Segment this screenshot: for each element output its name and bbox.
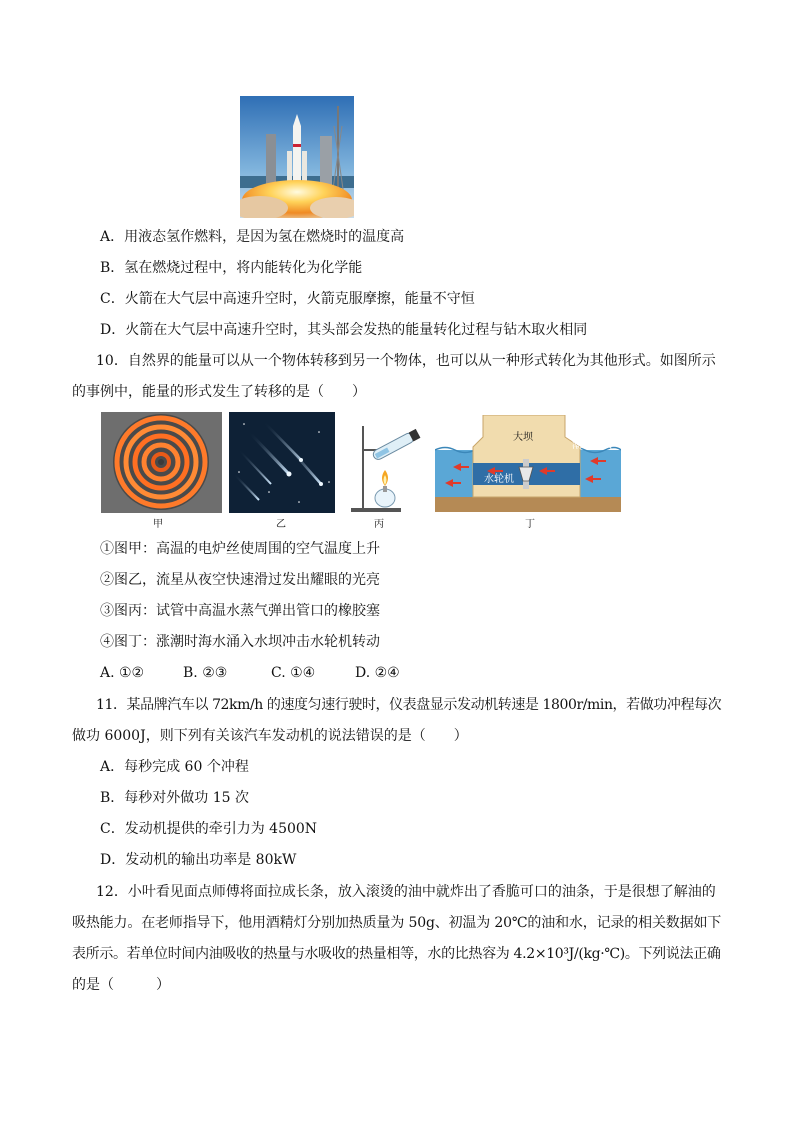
q11-option-b: B．每秒对外做功 15 次 [100, 790, 250, 806]
q10-stem-line1: 10．自然界的能量可以从一个物体转移到另一个物体，也可以从一种形式转化为其他形式。如图所示 [96, 353, 716, 369]
q11-option-a: A．每秒完成 60 个冲程 [100, 759, 249, 775]
turbine-label: 水轮机 [484, 474, 514, 485]
dam-label: 大坝 [513, 432, 533, 443]
tide-label: 潮水进入 [572, 440, 612, 451]
q9-option-b: B．氢在燃烧过程中，将内能转化为化学能 [100, 260, 363, 276]
q10-option-a: A. ①② [100, 665, 145, 681]
tidal-dam-turbine-image [435, 415, 621, 512]
q10-item-3: ③图丙：试管中高温水蒸气弹出管口的橡胶塞 [100, 603, 380, 619]
q10-item-2: ②图乙，流星从夜空快速滑过发出耀眼的光亮 [100, 572, 380, 588]
test-tube-steam-image [345, 422, 425, 514]
q10-option-b: B. ②③ [183, 665, 228, 681]
q10-item-4: ④图丁：涨潮时海水涌入水坝冲击水轮机转动 [100, 634, 380, 650]
electric-stove-coil-image [101, 412, 222, 513]
q11-option-c: C．发动机提供的牵引力为 4500N [100, 821, 318, 837]
figure-label-ding: 丁 [525, 519, 535, 530]
q9-option-a: A．用液态氢作燃料，是因为氢在燃烧时的温度高 [100, 229, 405, 245]
q12-line3: 表所示。若单位时间内油吸收的热量与水吸收的热量相等，水的比热容为 4.2×10³J/(kg·℃)。下列说法正确 [72, 946, 721, 962]
q11-stem-line1: 11．某品牌汽车以 72km/h 的速度匀速行驶时，仪表盘显示发动机转速是 1800r/min，若做功冲程每次 [96, 697, 722, 713]
q11-stem-line2: 做功 6000J，则下列有关该汽车发动机的说法错误的是（ ） [72, 728, 468, 744]
q10-option-c: C. ①④ [271, 665, 316, 681]
q9-option-c: C．火箭在大气层中高速升空时，火箭克服摩擦，能量不守恒 [100, 291, 475, 307]
q10-stem-line2: 的事例中，能量的形式发生了转移的是（ ） [72, 384, 366, 400]
figure-label-jia: 甲 [153, 519, 163, 530]
figure-label-yi: 乙 [276, 519, 286, 530]
q12-line1: 12．小叶看见面点师傅将面拉成长条，放入滚烫的油中就炸出了香脆可口的油条，于是很想了解油的 [96, 884, 716, 900]
q10-item-1: ①图甲：高温的电炉丝使周围的空气温度上升 [100, 541, 380, 557]
figure-label-bing: 丙 [374, 519, 384, 530]
q12-line2: 吸热能力。在老师指导下，他用酒精灯分别加热质量为 50g、初温为 20℃的油和水，记录的相关数据如下 [72, 915, 722, 931]
q11-option-d: D．发动机的输出功率是 80kW [100, 852, 297, 868]
rocket-launch-image [240, 96, 354, 218]
q9-option-d: D．火箭在大气层中高速升空时，其头部会发热的能量转化过程与钻木取火相同 [100, 322, 588, 338]
q10-option-d: D. ②④ [355, 665, 400, 681]
meteor-shower-image [229, 412, 335, 513]
q12-line4: 的是（ ） [72, 977, 170, 993]
